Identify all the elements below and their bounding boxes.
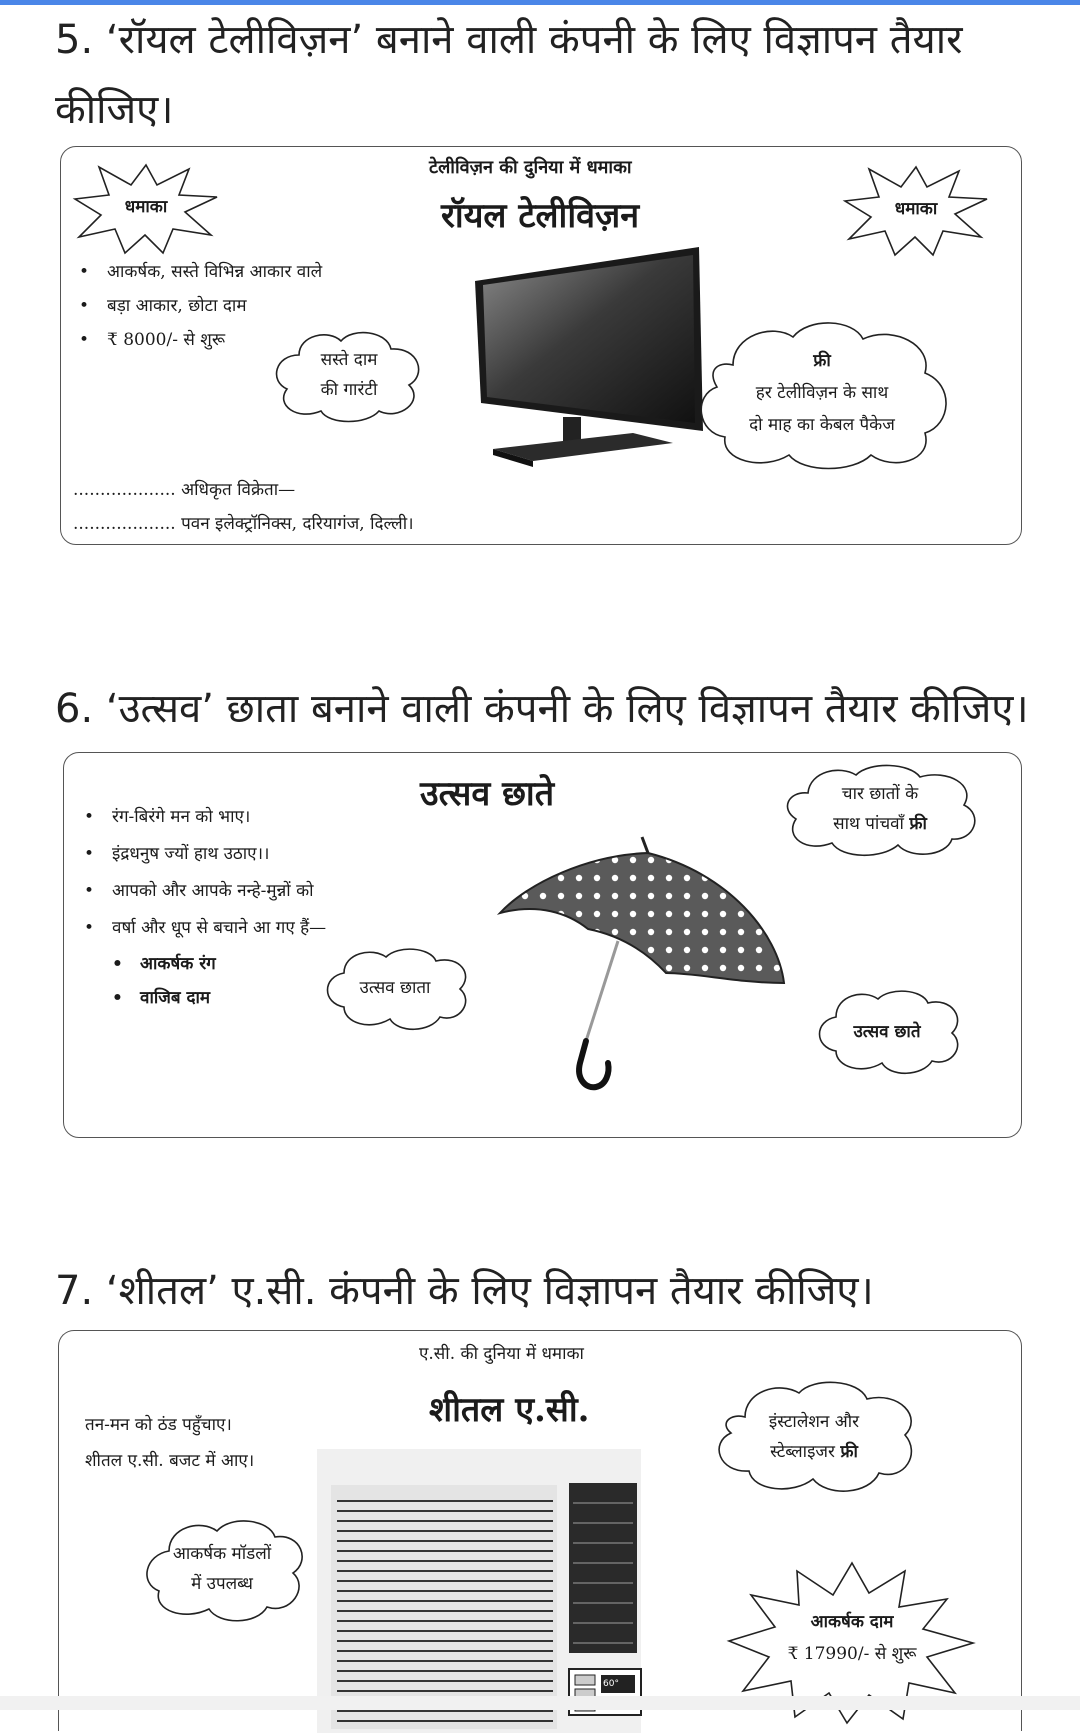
ac-ad-tagline: ए.सी. की दुनिया में धमाका	[419, 1344, 584, 1364]
question-6-title: 6. ‘उत्सव’ छाता बनाने वाली कंपनी के लिए विज्ञापन तैयार कीजिए।	[55, 686, 1029, 732]
ac-temperature-display: 60°	[603, 1679, 619, 1689]
dealer-name: पवन इलेक्ट्रॉनिक्स, दरियागंज, दिल्ली।	[181, 514, 414, 534]
list-item: • वर्षा और धूप से बचाने आ गए हैं—	[82, 910, 326, 947]
list-item: • आपको और आपके नन्हे-मुन्नों को	[82, 873, 326, 910]
umbrella-image	[498, 833, 798, 1113]
list-item: • रंग-बिरंगे मन को भाए।	[82, 799, 326, 836]
cloud-guarantee	[269, 325, 429, 425]
burst-left-label: धमाका	[124, 197, 168, 217]
cloud-utsav-chhata	[320, 945, 470, 1031]
cloud-utsav-chhate-label: उत्सव छाते	[853, 1022, 921, 1042]
list-item: • ₹ 8000/- से शुरू	[77, 323, 322, 357]
burst-right	[841, 159, 991, 259]
burst-price-text: आकर्षक दाम ₹ 17990/- से शुरू	[787, 1612, 917, 1664]
bottom-strip	[0, 1696, 1080, 1710]
list-item: • इंद्रधनुष ज्यों हाथ उठाए।।	[82, 836, 326, 873]
cloud-models	[139, 1515, 305, 1623]
cloud-utsav-chhate	[812, 987, 962, 1077]
umbrella-ad-brand: उत्सव छाते	[420, 774, 555, 814]
cloud-models-text: आकर्षक मॉडलों में उपलब्ध	[172, 1544, 272, 1594]
ac-advertisement	[58, 1330, 1022, 1731]
cloud-guarantee-text: सस्ते दाम की गारंटी	[320, 350, 378, 400]
burst-left	[71, 157, 221, 257]
cloud-utsav-chhata-label: उत्सव छाता	[359, 978, 431, 998]
question-5-title-line-2: कीजिए।	[55, 87, 174, 133]
question-7-title: 7. ‘शीतल’ ए.सी. कंपनी के लिए विज्ञापन तैयार कीजिए।	[55, 1268, 874, 1314]
umbrella-subfeatures-list	[110, 947, 216, 1015]
ac-ad-brand: शीतल ए.सी.	[429, 1390, 590, 1430]
list-item: • आकर्षक रंग	[110, 947, 216, 981]
tv-ad-tagline: टेलीविज़न की दुनिया में धमाका	[429, 157, 632, 178]
dealer-label: अधिकृत विक्रेता—	[181, 480, 296, 500]
television-image	[473, 247, 703, 477]
cloud-offer-text: चार छातों के साथ पांचवाँ फ्री	[833, 784, 927, 834]
air-conditioner-image	[317, 1443, 697, 1733]
dealer-block: ................... अधिकृत विक्रेता— ................... पवन इलेक्ट्रॉनिक्स, दरियागंज, दिल्ली।	[73, 480, 414, 534]
tv-advertisement	[60, 146, 1022, 545]
cloud-installation	[709, 1377, 919, 1497]
tv-ad-brand: रॉयल टेलीविज़न	[441, 196, 640, 236]
list-item: • आकर्षक, सस्ते विभिन्न आकार वाले	[77, 255, 322, 289]
burst-right-label: धमाका	[894, 199, 938, 219]
cloud-installation-text: इंस्टालेशन और स्टेब्लाइजर फ्री	[768, 1412, 860, 1462]
list-item: • वाजिब दाम	[110, 981, 216, 1015]
cloud-free-cable	[693, 315, 951, 470]
cloud-free-cable-text: फ्री हर टेलीविज़न के साथ दो माह का केबल पैकेज	[749, 350, 895, 435]
ac-ad-lines: तन-मन को ठंड पहुँचाए। शीतल ए.सी. बजट में आए।	[85, 1415, 255, 1471]
umbrella-features-list	[82, 799, 326, 947]
cloud-offer	[780, 761, 980, 857]
umbrella-advertisement	[63, 752, 1022, 1138]
list-item: • बड़ा आकार, छोटा दाम	[77, 289, 322, 323]
question-5-title-line-1: 5. ‘रॉयल टेलीविज़न’ बनाने वाली कंपनी के लिए विज्ञापन तैयार	[55, 17, 963, 63]
